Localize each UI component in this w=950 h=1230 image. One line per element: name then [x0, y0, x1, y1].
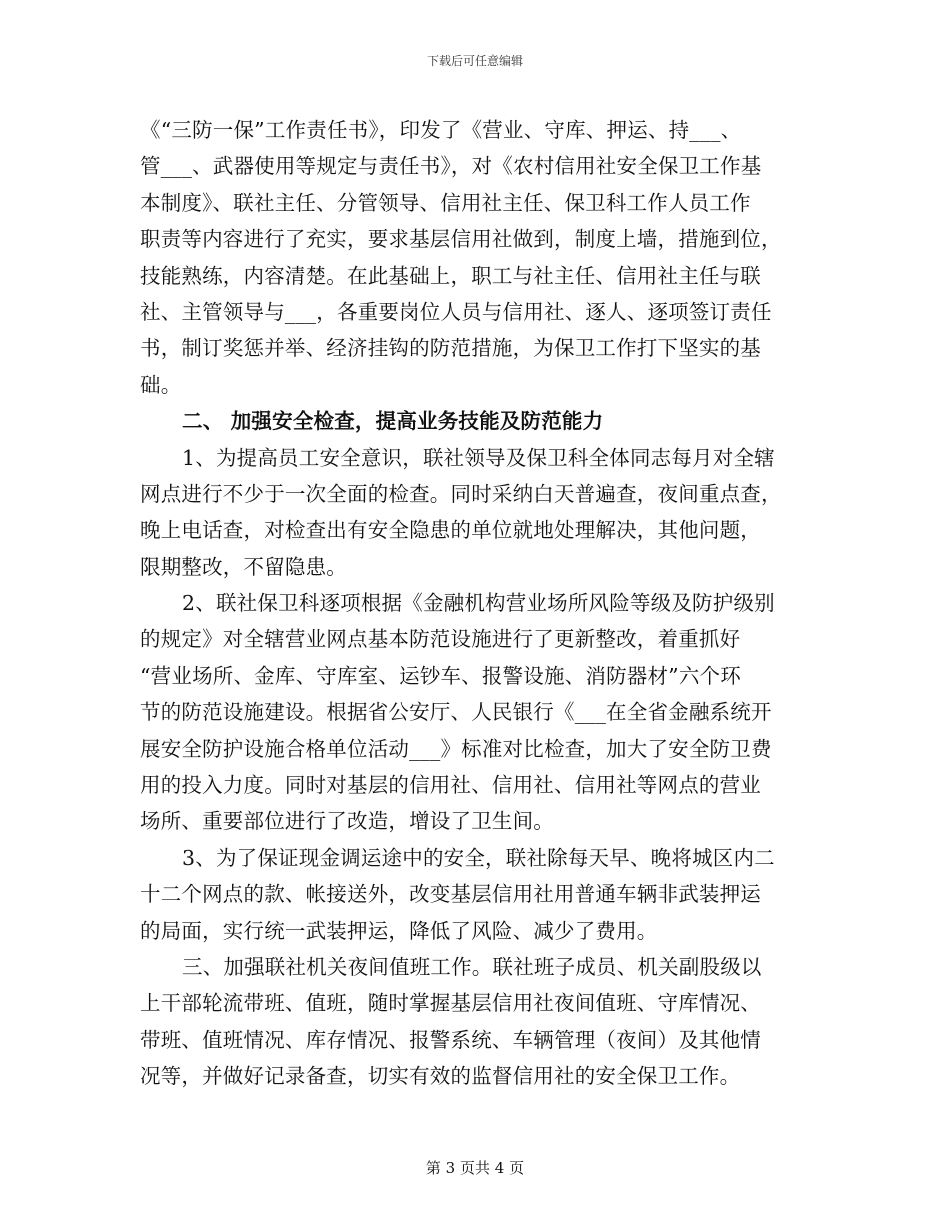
text-line: 3、为了保证现金调运途中的安全，联社除每天早、晚将城区内二: [182, 845, 775, 870]
text-line: 本制度》、联社主任、分管领导、信用社主任、保卫科工作人员工作: [140, 190, 751, 215]
text-line: 十二个网点的款、帐接送外，改变基层信用社用普通车辆非武装押运: [140, 882, 761, 907]
text-line: 节的防范设施建设。根据省公安厅、人民银行《___在全省金融系统开: [140, 700, 772, 725]
text-line: 场所、重要部位进行了改造，增设了卫生间。: [140, 809, 554, 834]
text-line: 网点进行不少于一次全面的检查。同时采纳白天普遍查，夜间重点查，: [140, 481, 782, 506]
header-note: 下载后可任意编辑: [426, 54, 523, 68]
text-line: 上干部轮流带班、值班，随时掌握基层信用社夜间值班、守库情况、: [140, 991, 761, 1016]
text-line: 晚上电话查，对检查出有安全隐患的单位就地处理解决，其他问题，: [140, 518, 761, 543]
page-footer: 第 3 页共 4 页: [425, 1159, 525, 1177]
text-line: 的规定》对全辖营业网点基本防范设施进行了更新整改，着重抓好: [140, 627, 741, 652]
text-line: 技能熟练，内容清楚。在此基础上，职工与社主任、信用社主任与联: [140, 263, 761, 288]
text-line: 社、主管领导与___，各重要岗位人员与信用社、逐人、逐项签订责任: [140, 299, 772, 324]
text-line: 况等，并做好记录备查，切实有效的监督信用社的安全保卫工作。: [140, 1064, 741, 1089]
text-line: 管___、武器使用等规定与责任书》，对《农村信用社安全保卫工作基: [140, 154, 762, 179]
document-body: [140, 112, 820, 1095]
text-line: 职责等内容进行了充实，要求基层信用社做到，制度上墙，措施到位，: [140, 227, 782, 252]
text-line: 《“三防一保”工作责任书》，印发了《营业、守库、押运、持___、: [140, 118, 742, 142]
text-line: 的局面，实行统一武装押运，降低了风险、减少了费用。: [140, 918, 658, 943]
text-line: 书，制订奖惩并举、经济挂钩的防范措施，为保卫工作打下坚实的基: [140, 336, 761, 361]
text-line: “营业场所、金库、守库室、运钞车、报警设施、消防器材”六个环: [140, 663, 741, 688]
text-line: 三、加强联社机关夜间值班工作。联社班子成员、机关副股级以: [182, 954, 762, 979]
text-line: 1、为提高员工安全意识，联社领导及保卫科全体同志每月对全辖: [182, 445, 775, 470]
text-line: 2、联社保卫科逐项根据《金融机构营业场所风险等级及防护级别: [182, 591, 775, 616]
section-heading: 二、 加强安全检查，提高业务技能及防范能力: [182, 409, 604, 434]
text-line: 带班、值班情况、库存情况、报警系统、车辆管理（夜间）及其他情: [140, 1027, 761, 1052]
text-line: 础。: [140, 372, 182, 397]
text-line: 展安全防护设施合格单位活动___》标准对比检查，加大了安全防卫费: [140, 736, 772, 761]
text-line: 用的投入力度。同时对基层的信用社、信用社、信用社等网点的营业: [140, 773, 761, 798]
text-line: 限期整改，不留隐患。: [140, 554, 347, 579]
